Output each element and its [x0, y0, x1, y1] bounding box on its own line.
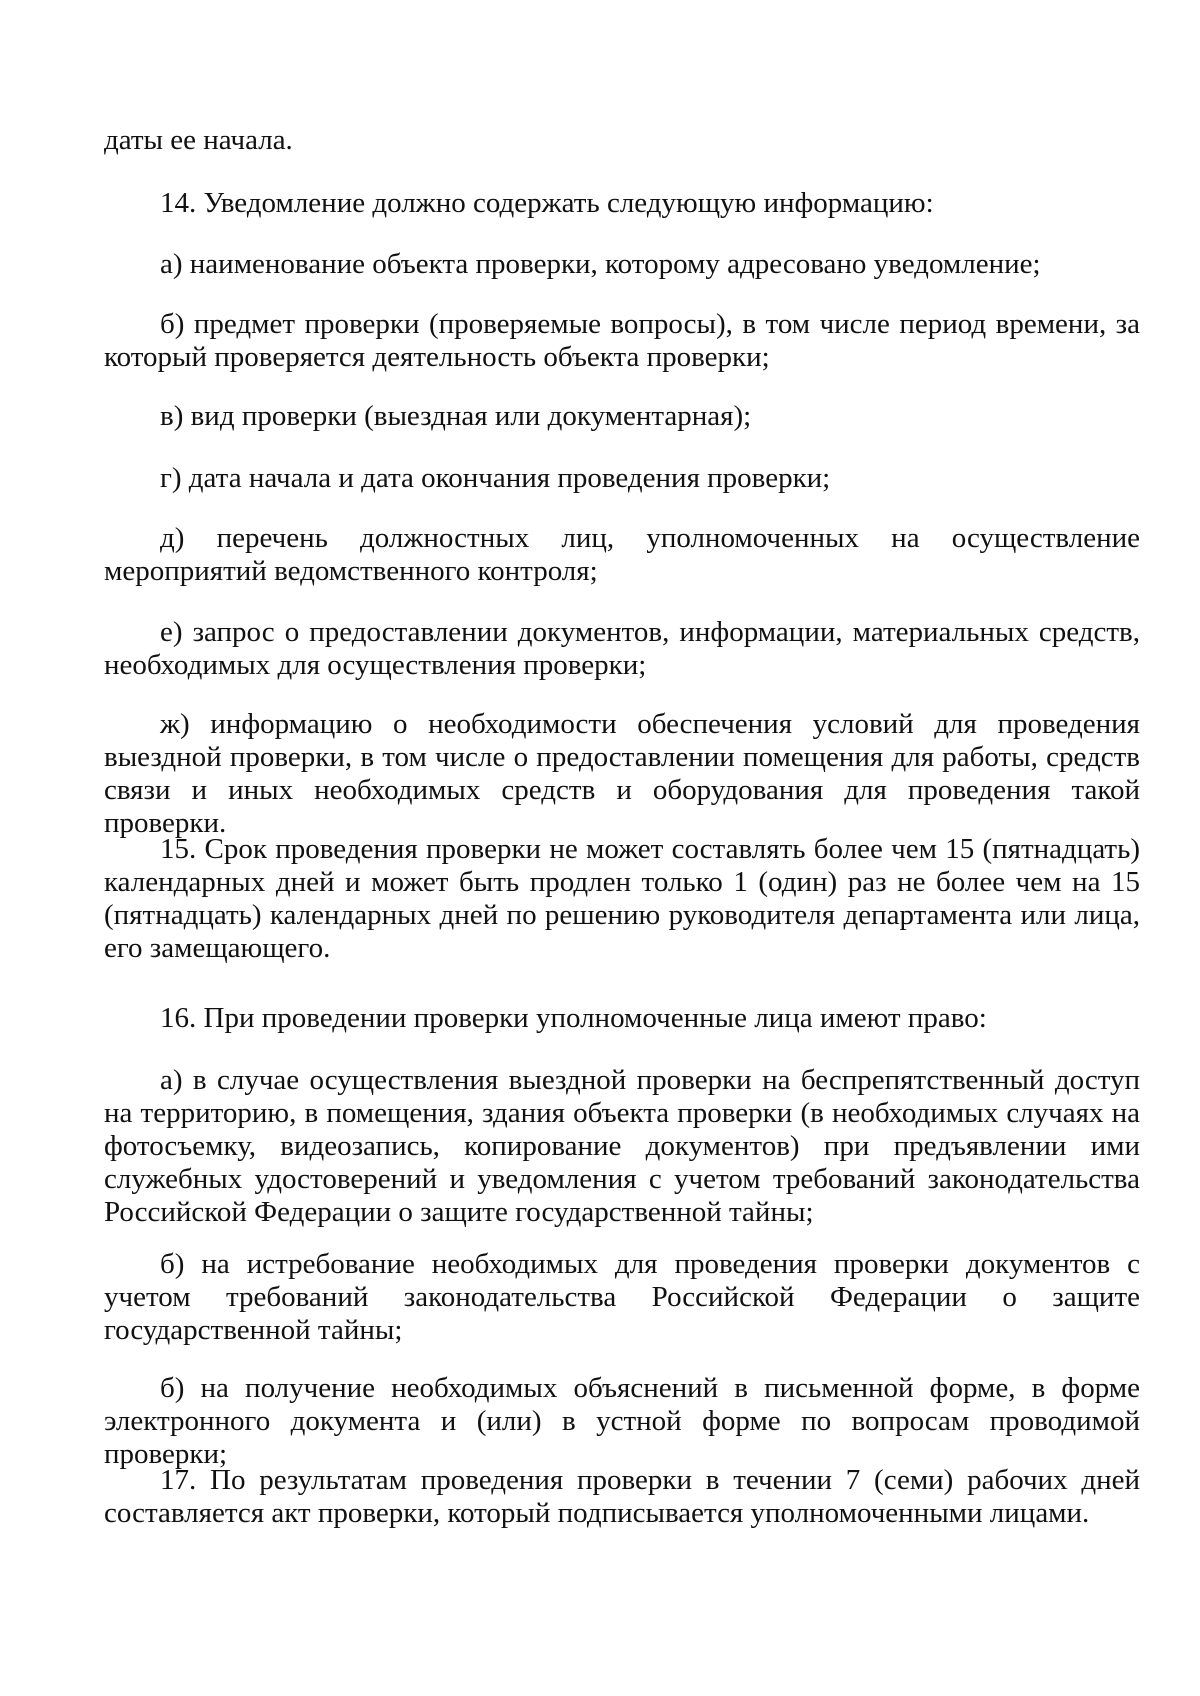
paragraph-14-b: б) предмет проверки (проверяемые вопросы), в том числе период времени, за который проверяется деятельность объекта проверки;	[104, 308, 1140, 373]
paragraph-14-e: е) запрос о предоставлении документов, информации, материальных средств, необходимых для осуществления проверки;	[104, 616, 1140, 681]
paragraph-16-b: б) на истребование необходимых для проведения проверки документов с учетом требований законодательства Российской Федерации о защите государственной тайны;	[104, 1248, 1140, 1346]
paragraph-14-g: г) дата начала и дата окончания проведения проверки;	[160, 462, 831, 494]
paragraph-17: 17. По результатам проведения проверки в течении 7 (семи) рабочих дней составляется акт проверки, который подписывается уполномоченными лицами.	[104, 1464, 1140, 1529]
paragraph-14-zh: ж) информацию о необходимости обеспечения условий для проведения выездной проверки, в том числе о предоставлении помещения для работы, средств связи и иных необходимых средств и оборудования для проведения такой проверки.	[104, 708, 1140, 839]
paragraph-continuation: даты ее начала.	[104, 124, 293, 156]
paragraph-14-a: а) наименование объекта проверки, которому адресовано уведомление;	[160, 248, 1041, 280]
paragraph-16-b2: б) на получение необходимых объяснений в письменной форме, в форме электронного документа и (или) в устной форме по вопросам проводимой проверки;	[104, 1372, 1140, 1470]
paragraph-14: 14. Уведомление должно содержать следующую информацию:	[160, 187, 934, 219]
paragraph-16-a: а) в случае осуществления выездной проверки на беспрепятственный доступ на территорию, в помещения, здания объекта проверки (в необходимых случаях на фотосъемку, видеозапись, копирование документов) при предъявлении ими служебных удостоверений и уведомления с учетом требований законодательства Российской Федерации о защите государственной тайны;	[104, 1064, 1140, 1228]
paragraph-14-v: в) вид проверки (выездная или документарная);	[160, 400, 752, 432]
paragraph-15: 15. Срок проведения проверки не может составлять более чем 15 (пятнадцать) календарных дней и может быть продлен только 1 (один) раз не более чем на 15 (пятнадцать) календарных дней по решению руководителя департамента или лица, его замещающего.	[104, 833, 1140, 964]
paragraph-16: 16. При проведении проверки уполномоченные лица имеют право:	[160, 1002, 987, 1034]
paragraph-14-d: д) перечень должностных лиц, уполномоченных на осуществление мероприятий ведомственного контроля;	[104, 522, 1140, 587]
